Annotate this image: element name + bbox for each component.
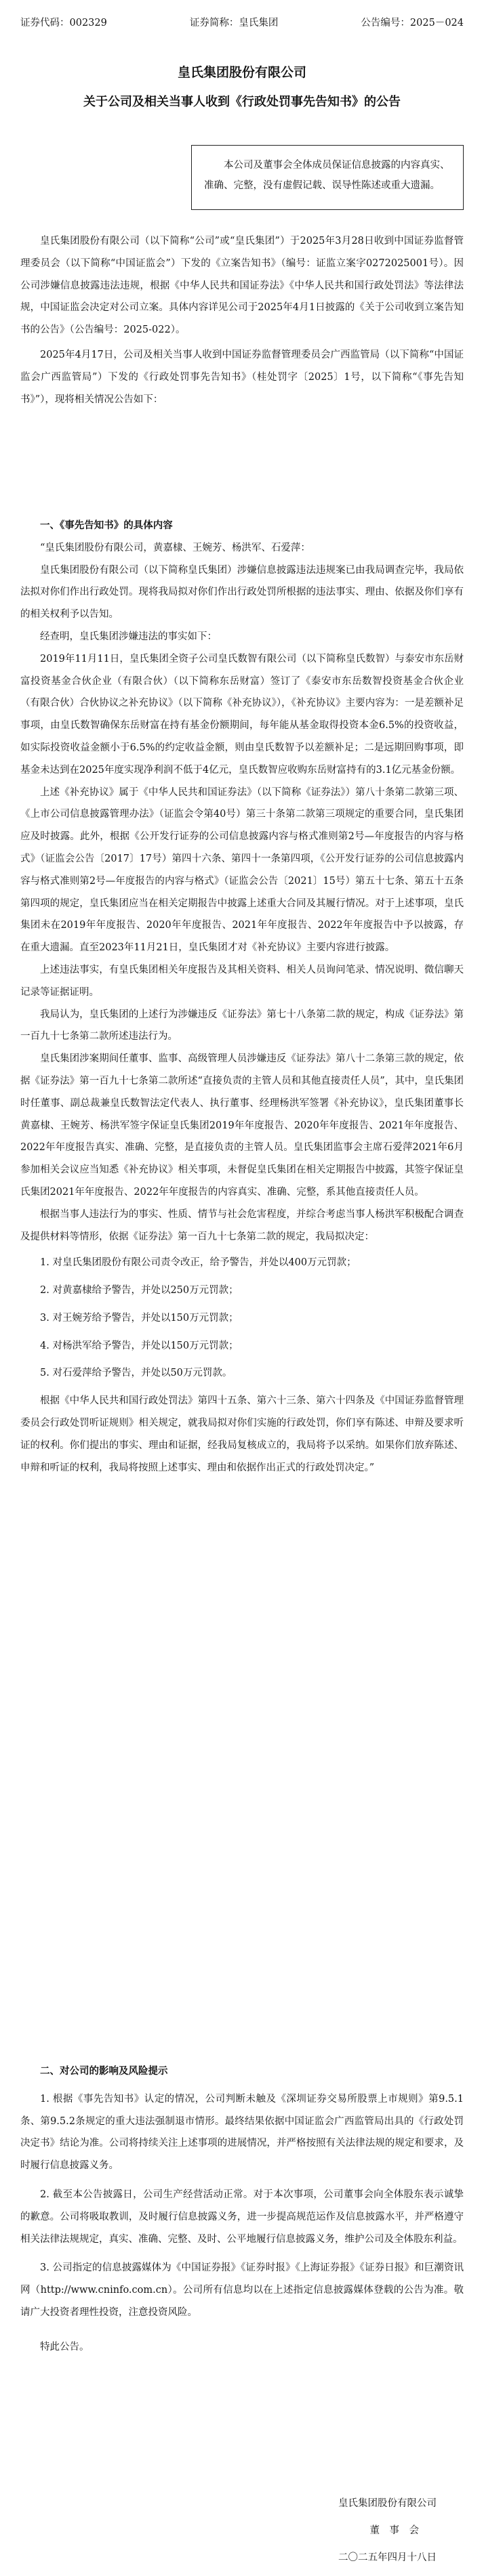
section-1: [20, 515, 464, 1479]
section-heading: 二、对公司的影响及风险提示: [40, 2065, 168, 2077]
signature-company: 皇氏集团股份有限公司: [338, 2498, 437, 2509]
section-paragraph: 经查明，皇氏集团涉嫌违法的事实如下：: [40, 631, 217, 642]
announcement-title: 关于公司及相关当事人收到《行政处罚事先告知书》的公告: [83, 95, 401, 109]
intro-paragraph: 皇氏集团股份有限公司（以下简称“公司”或“皇氏集团”）于2025年3月28日收到中国证券监督管理委员会（以下简称“中国证监会”）下发的《立案告知书》（编号：证监立案字0272025001号）。因公司涉嫌信息披露违法违规，根据《中华人民共和国证券法》《中华人民共和国行政处罚法》等法律法规，中国证监会决定对公司立案。具体内容详见公司于2025年4月1日披露的《关于公司收到立案告知书的公告》（公告编号：2025-022）。: [20, 236, 464, 336]
section-paragraph: 根据当事人违法行为的事实、性质、情节与社会危害程度，并综合考虑当事人杨洪军积极配合调查及提供材料等情形，依据《证券法》第一百九十七条第二款的规定，我局拟决定：: [20, 1208, 464, 1242]
penalty-item: 4. 对杨洪军给予警告，并处以150万元罚款；: [40, 1340, 239, 1351]
announcement-number: 公告编号：2025－024: [361, 18, 464, 28]
stock-abbreviation: 证券简称：皇氏集团: [189, 18, 279, 28]
intro-section: [20, 230, 464, 410]
section-paragraph: 2. 截至本公告披露日，公司生产经营活动正常。对于本次事项，公司董事会向全体股东表示诚挚的歉意。公司将吸取教训，及时履行信息披露义务，进一步提高规范运作及信息披露水平，并严格遵守相关法律法规规定，真实、准确、完整、及时、公平地履行信息披露义务，维护公司及全体股东利益。: [20, 2189, 464, 2245]
closing-line: 特此公告。: [40, 2341, 89, 2352]
section-paragraph: 我局认为，皇氏集团的上述行为涉嫌违反《证券法》第七十八条第二款的规定，构成《证券法》第一百九十七条第二款所述违法行为。: [20, 1009, 464, 1042]
addressee-line: “皇氏集团股份有限公司，黄嘉棣、王婉芳、杨洪军、石爱萍：: [40, 542, 310, 553]
company-title: 皇氏集团股份有限公司: [177, 65, 306, 80]
disclaimer-box: 本公司及董事会全体成员保证信息披露的内容真实、准确、完整，没有虚假记载、误导性陈述或重大遗漏。: [191, 145, 464, 210]
penalty-list: [20, 1252, 464, 1385]
penalty-item: 5. 对石爱萍给予警告，并处以50万元罚款。: [40, 1368, 233, 1379]
rights-paragraph: 根据《中华人民共和国行政处罚法》第四十五条、第六十三条、第六十四条及《中国证券监督管理委员会行政处罚听证规则》相关规定，就我局拟对你们实施的行政处罚，你们享有陈述、申辩及要求听证的权利。你们提出的事实、理由和证据，经我局复核成立的，我局将予以采纳。如果你们放弃陈述、申辩和听证的权利，我局将按照上述事实、理由和依据作出正式的行政处罚决定。”: [20, 1395, 464, 1473]
section-heading: 一、《事先告知书》的具体内容: [40, 520, 173, 531]
section-paragraph: 3. 公司指定的信息披露媒体为《中国证券报》《证券时报》《上海证券报》《证券日报》和巨潮资讯网（http://www.cninfo.com.cn）。公司所有信息均以在上述指定信息披露媒体登载的公告为准。敬请广大投资者理性投资，注意投资风险。: [20, 2262, 464, 2318]
section-paragraph: 皇氏集团涉案期间任董事、监事、高级管理人员涉嫌违反《证券法》第八十二条第三款的规定，依据《证券法》第一百九十七条第二款所述“直接负责的主管人员和其他直接责任人员”，其中，皇氏集团时任董事、副总裁兼皇氏数智法定代表人、执行董事、经理杨洪军签署《补充协议》，皇氏集团董事长黄嘉棣、王婉芳、杨洪军签字保证皇氏集团2019年年度报告、2020年年度报告、2021年年度报告、2022年年度报告真实、准确、完整，是直接负责的主管人员。皇氏集团监事会主席石爱萍2021年6月参加相关会议应当知悉《补充协议》相关事项，未督促皇氏集团在相关定期报告中披露，其签字保证皇氏集团2021年年度报告、2022年年度报告的内容真实、准确、完整，系其他直接责任人员。: [20, 1053, 464, 1198]
section-paragraph: 2019年11月11日，皇氏集团全资子公司皇氏数智有限公司（以下简称皇氏数智）与泰安市东岳财富投资基金合伙企业（有限合伙）（以下简称东岳财富）签订了《泰安市东岳数智投资基金合伙企业（有限合伙）合伙协议之补充协议》（以下简称《补充协议》），《补充协议》主要内容为：一是差额补足事项，由皇氏数智确保东岳财富在持有基金份额期间，每年能从基金取得投资本金6.5%的投资收益，如实际投资收益金额小于6.5%的约定收益金额，则由皇氏数智予以差额补足；二是远期回购事项，即基金未达到在2025年度实现净利润不低于4亿元，皇氏数智应收购东岳财富持有的3.1亿元基金份额。: [20, 653, 464, 776]
section-paragraph: 皇氏集团股份有限公司（以下简称皇氏集团）涉嫌信息披露违法违规案已由我局调查完毕，我局依法拟对你们作出行政处罚。现将我局拟对你们作出行政处罚所根据的违法事实、理由、依据及你们享有的相关权利予以告知。: [20, 564, 464, 620]
section-paragraph: 上述《补充协议》属于《中华人民共和国证券法》（以下简称《证券法》）第八十条第二款第三项、《上市公司信息披露管理办法》（证监会令第40号）第三十条第二款第三项规定的重要合同，皇氏集团应及时披露。此外，根据《公开发行证券的公司信息披露内容与格式准则第2号—年度报告的内容与格式》（证监会公告〔2017〕17号）第四十六条、第四十一条第四项，《公开发行证券的公司信息披露内容与格式准则第2号—年度报告的内容与格式》（证监会公告〔2021〕15号）第五十七条、第五十五条第四项的规定，皇氏集团应当在相关定期报告中披露上述重大合同及其履行情况。对于上述事项，皇氏集团未在2019年年度报告、2020年年度报告、2021年年度报告、2022年年度报告中予以披露，存在重大遗漏。直至2023年11月21日，皇氏集团才对《补充协议》主要内容进行披露。: [20, 786, 464, 954]
intro-paragraph: 2025年4月17日，公司及相关当事人收到中国证券监督管理委员会广西监管局（以下简称“中国证监会广西监管局”）下发的《行政处罚事先告知书》（桂处罚字〔2025〕1号，以下简称“《事先告知书》”），现将相关情况公告如下：: [20, 349, 464, 405]
section-paragraph: 1. 根据《事先告知书》认定的情况，公司判断未触及《深圳证券交易所股票上市规则》第9.5.1条、第9.5.2条规定的重大违法强制退市情形。最终结果依据中国证监会广西监管局出具的《行政处罚决定书》结论为准。公司将持续关注上述事项的进展情况，并严格按照有关法律法规的规定和要求，及时履行信息披露义务。: [20, 2093, 464, 2172]
section-2: [20, 2061, 464, 2359]
section-paragraph: 上述违法事实，有皇氏集团相关年度报告及其相关资料、相关人员询问笔录、情况说明、微信聊天记录等证据证明。: [20, 964, 464, 998]
stock-code: 证券代码：002329: [20, 18, 107, 28]
signature-board: 董 事 会: [369, 2525, 419, 2536]
signature-date: 二〇二五年四月十八日: [338, 2552, 437, 2563]
penalty-item: 3. 对王婉芳给予警告，并处以150万元罚款；: [40, 1312, 239, 1324]
penalty-item: 2. 对黄嘉棣给予警告，并处以250万元罚款；: [40, 1285, 239, 1296]
document-header: [20, 15, 464, 33]
penalty-item: 1. 对皇氏集团股份有限公司责令改正，给予警告，并处以400万元罚款；: [40, 1257, 357, 1269]
